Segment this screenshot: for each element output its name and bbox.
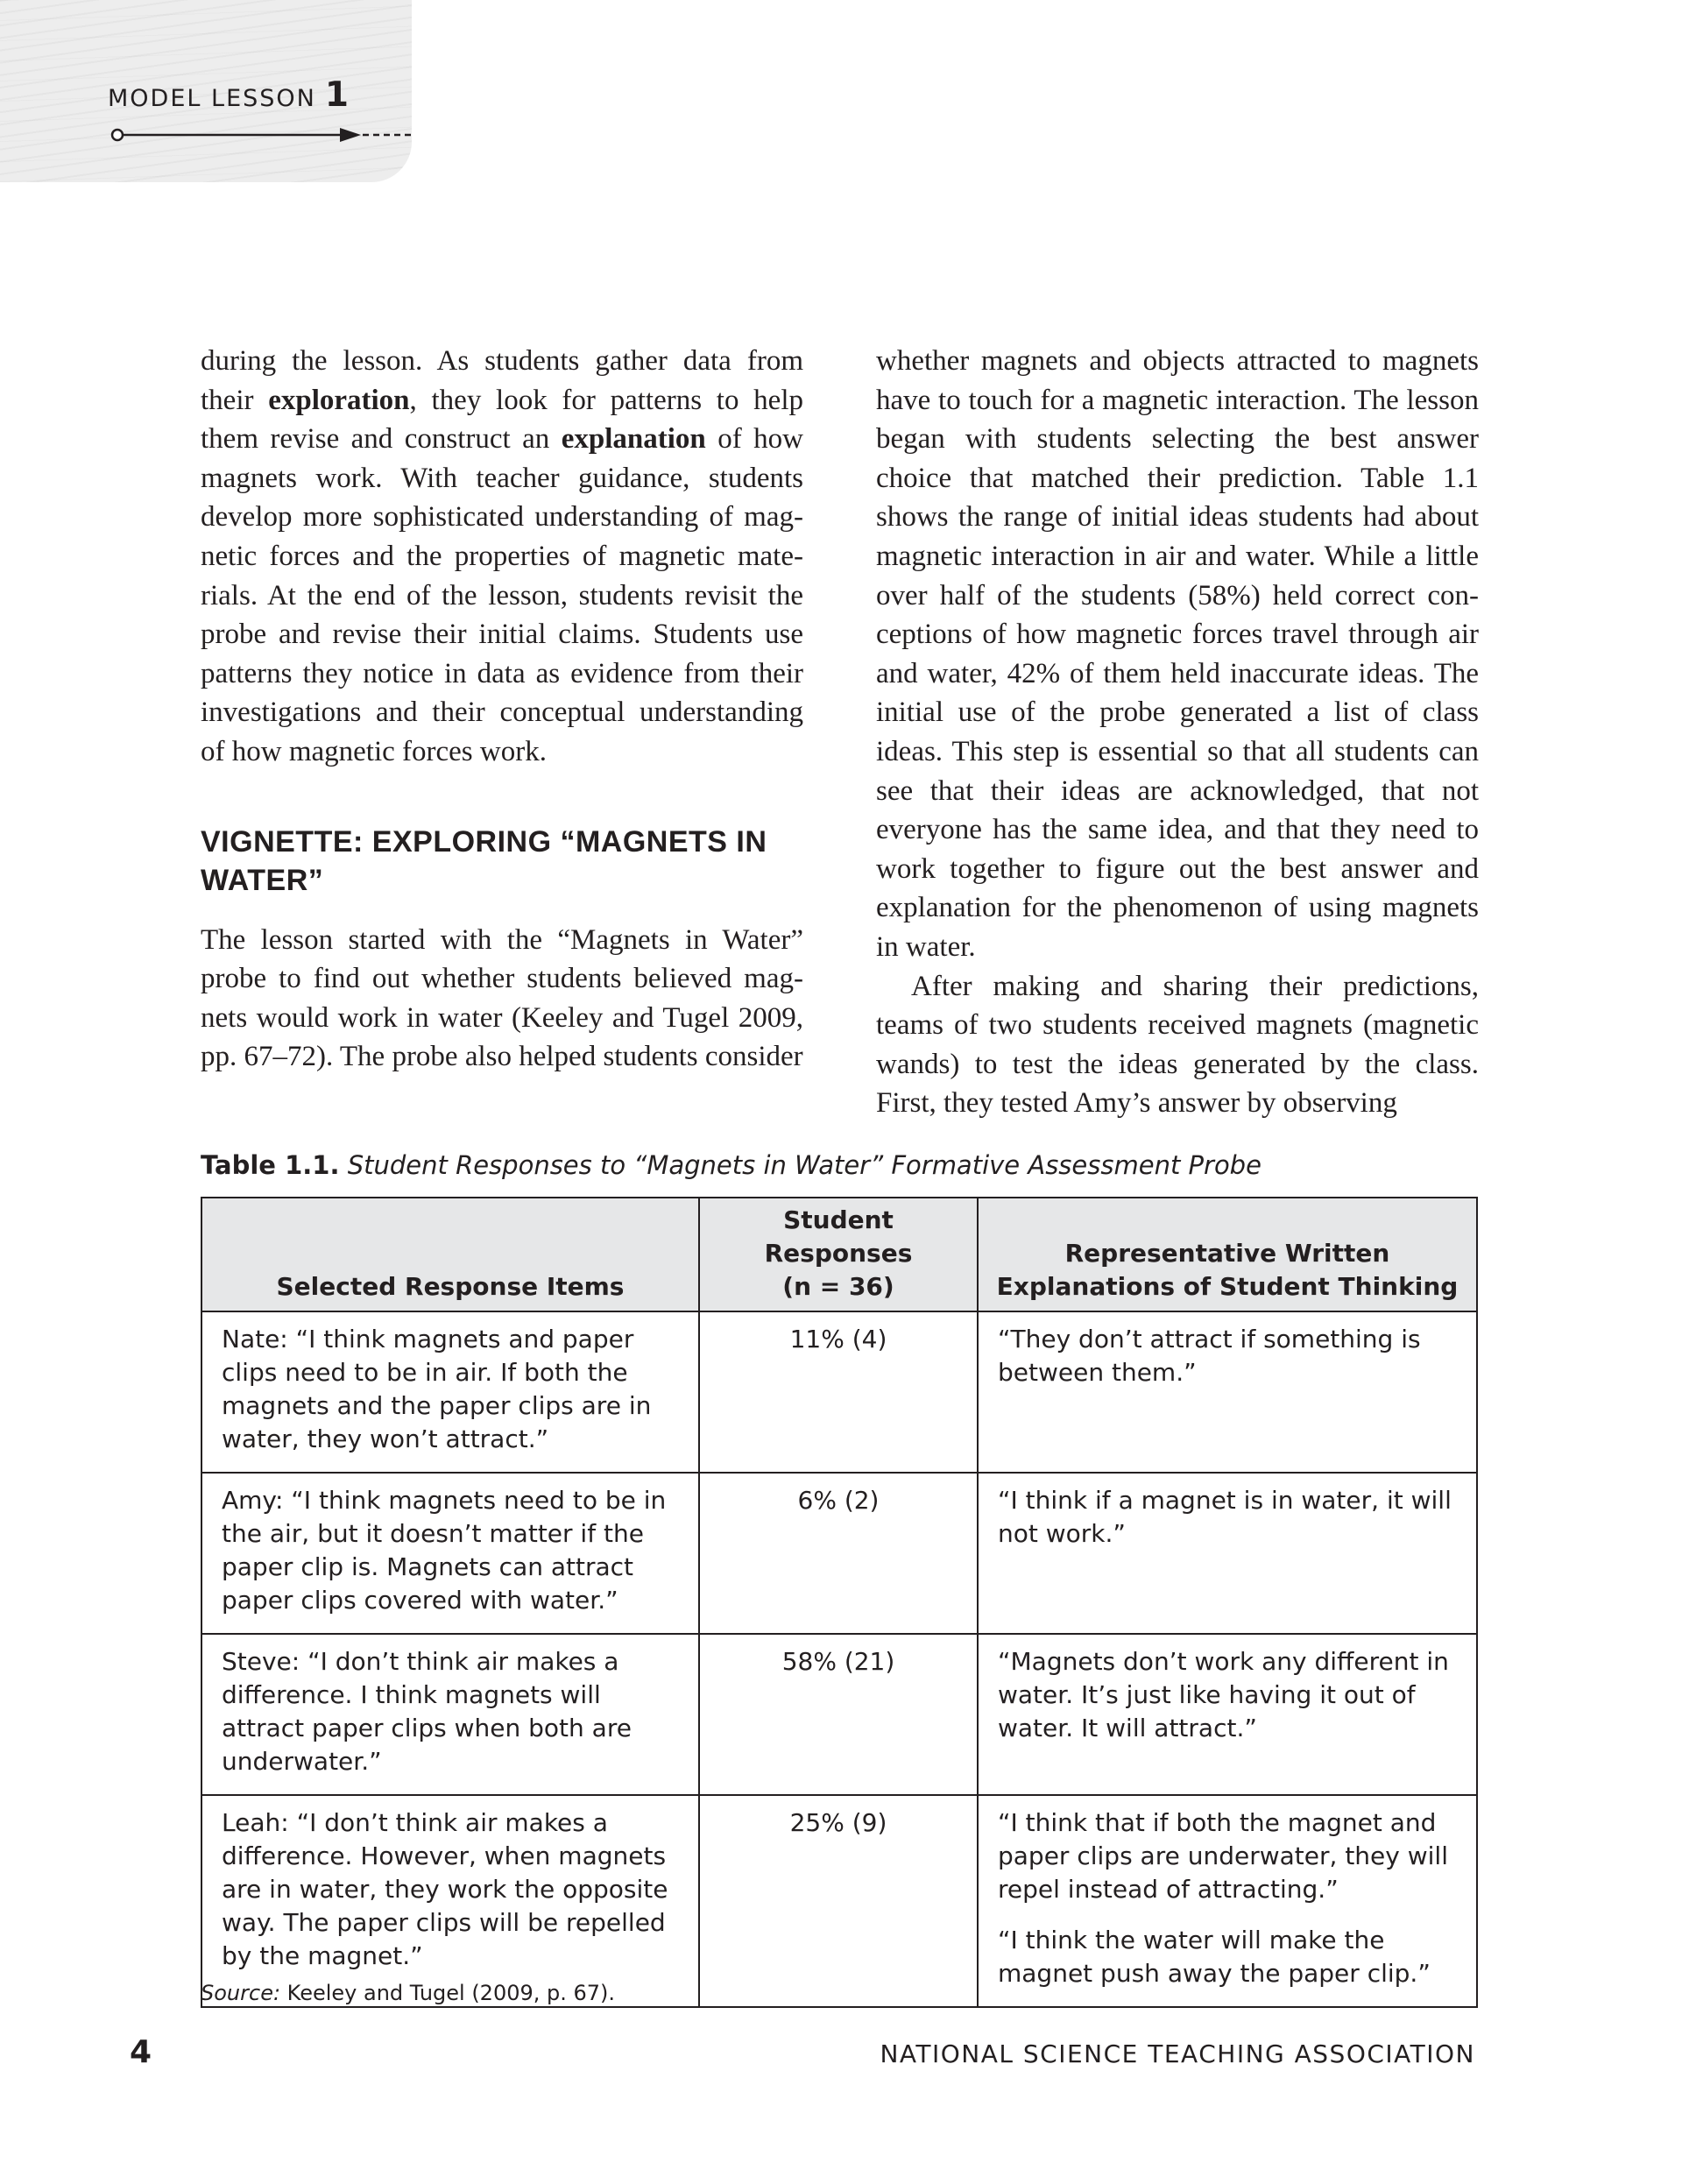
right-paragraph-1: whether magnets and objects attracted to magnets have to touch for a magnetic interaction. The lesson began with students selecting the best answer choice that matched their prediction. Table 1.1 shows the range of initial ideas students had about magnetic interaction in air and water. While a little over half of the students (58%) held correct conceptions of how magnetic forces travel through air and water, 42% of them held inaccurate ideas. The initial use of the probe generated a list of class ideas. This step is essential so that all students can see that their ideas are acknowledged, that not everyone has the same idea, and that they need to work together to figure out the best answer and explanation for the phenomenon of using magnets in water.	[876, 345, 1479, 963]
table-row	[201, 1311, 1477, 1473]
student-responses-table	[201, 1197, 1478, 2008]
left-column	[201, 342, 803, 1077]
left-p1-text-1: during the lesson. As students gather data from their	[201, 345, 803, 416]
lesson-number: 1	[324, 75, 349, 115]
item-cell: Nate: “I think magnets and paper clips need to be in air. If both the magnets and the paper clips are in water, they won’t attract.”	[201, 1311, 699, 1473]
progress-arrow-icon	[107, 124, 412, 145]
item-cell: Leah: “I don’t think air makes a difference. However, when magnets are in water, they work the opposite way. The paper clips will be repelled by the magnet.”	[201, 1795, 699, 2007]
left-paragraph-2: The lesson started with the “Magnets in Water” probe to find out whether students believed magnets would work in water (Keeley and Tugel 2009, pp. 67–72). The probe also helped students consider	[201, 923, 803, 1073]
header-tab	[0, 0, 412, 182]
table-caption-label: Table 1.1.	[201, 1150, 340, 1180]
left-p1-text-2: , they look for patterns to help them revise and construct an	[201, 384, 803, 456]
header-explanations-line-2: Explanations of Student Thinking	[996, 1272, 1459, 1301]
right-column	[876, 342, 1479, 1123]
explanation-cell: “They don’t attract if something is between them.”	[978, 1311, 1477, 1473]
vignette-heading: VIGNETTE: EXPLORING “MAGNETS IN WATER”	[201, 824, 767, 897]
left-paragraph-1	[201, 342, 803, 772]
response-cell: 6% (2)	[699, 1473, 978, 1634]
explanation-cell	[978, 1795, 1477, 2007]
item-cell: Amy: “I think magnets need to be in the air, but it doesn’t matter if the paper clip is. Magnets can attract paper clips covered with water.”	[201, 1473, 699, 1634]
source-text: Keeley and Tugel (2009, p. 67).	[280, 1981, 616, 2005]
term-explanation: explanation	[561, 423, 706, 456]
explanation-text-2: “I think the water will make the magnet push away the paper clip.”	[998, 1926, 1431, 1988]
header-student-responses	[699, 1198, 978, 1311]
explanation-cell: “Magnets don’t work any different in water. It’s just like having it out of water. It will attract.”	[978, 1634, 1477, 1795]
response-cell: 25% (9)	[699, 1795, 978, 2007]
right-paragraph-2: After making and sharing their predictions, teams of two students received magnets (magnetic wands) to test the ideas generated by the class. First, they tested Amy’s answer by observing	[876, 970, 1479, 1120]
header-explanations	[978, 1198, 1477, 1311]
explanation-text-1: “I think that if both the magnet and paper clips are underwater, they will repel instead of attracting.”	[998, 1808, 1448, 1904]
explanation-cell: “I think if a magnet is in water, it will not work.”	[978, 1473, 1477, 1634]
table-header-row	[201, 1198, 1477, 1311]
header-responses-line-1: Student Responses	[764, 1205, 913, 1268]
table-caption-title: Student Responses to “Magnets in Water” Formative Assessment Probe	[347, 1150, 1262, 1180]
header-selected-response-items: Selected Response Items	[201, 1198, 699, 1311]
lesson-label-text: MODEL LESSON	[108, 85, 316, 112]
response-cell: 11% (4)	[699, 1311, 978, 1473]
response-cell: 58% (21)	[699, 1634, 978, 1795]
page-number: 4	[130, 2034, 152, 2070]
left-p1-text-3: of how magnets work. With teacher guidance, students develop more sophisticated understanding of magnetic forces and the properties of magnetic materials. At the end of the lesson, students revisit the probe and revise their initial claims. Students use patterns they notice in data as evidence from their investigations and their conceptual understanding of how magnetic forces work.	[201, 423, 803, 767]
organization-name: NATIONAL SCIENCE TEACHING ASSOCIATION	[880, 2039, 1475, 2068]
lesson-label	[108, 75, 349, 115]
header-explanations-line-1: Representative Written	[1064, 1239, 1390, 1268]
table-caption	[201, 1148, 1262, 1183]
table-source	[201, 1981, 615, 2005]
term-exploration: exploration	[268, 384, 410, 416]
item-cell: Steve: “I don’t think air makes a difference. I think magnets will attract paper clips when both are underwater.”	[201, 1634, 699, 1795]
table-row	[201, 1473, 1477, 1634]
header-responses-line-2: (n = 36)	[782, 1272, 894, 1301]
table-row	[201, 1795, 1477, 2007]
source-label: Source:	[201, 1981, 281, 2005]
table-row	[201, 1634, 1477, 1795]
